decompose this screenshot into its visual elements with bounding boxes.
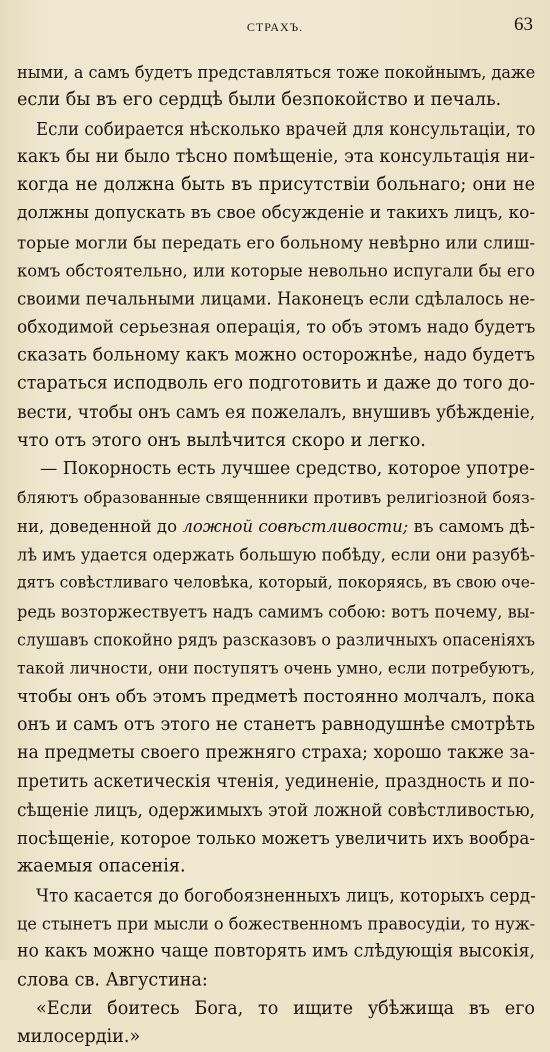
text-line: должны допускать въ свое обсужденіе и такихъ лицъ, ко- [17, 203, 536, 224]
text-line: ными, а самъ будетъ представляться тоже покойнымъ, даже [17, 62, 536, 82]
text-line: сказать больному какъ можно осторожнѣе, надо будетъ [17, 345, 535, 366]
text-line: слова св. Августина: [17, 969, 208, 991]
quote-line: милосердіи.» [17, 1026, 141, 1048]
text-line: когда не должна быть въ присутствіи больнаго; они не [17, 174, 535, 196]
text-line: слушавъ спокойно рядъ разсказовъ о различныхъ опасеніяхъ [17, 629, 535, 650]
text-line: Если собирается нѣсколько врачей для консультаціи, то [36, 118, 536, 139]
text-line: бляютъ образованные священники противъ религіозной бояз- [17, 487, 535, 508]
paragraph-1 [17, 58, 535, 115]
page-header [0, 14, 550, 38]
text-line: це стынетъ при мысли о божественномъ правосудіи, то нуж- [17, 913, 536, 934]
text-line: обходимой серьезная операція, то объ этомъ надо будетъ [17, 316, 536, 338]
text-line: редь возторжествуетъ надъ самимъ собою: вотъ почему, вы- [17, 601, 535, 622]
paragraph-2 [17, 115, 535, 456]
text-line: какъ бы ни было тѣсно помѣщеніе, эта консультація ни- [17, 146, 535, 168]
running-head: СТРАХЪ. [246, 20, 304, 34]
text-line: сѣщеніе лицъ, одержимыхъ этой ложной совѣстливостью, [17, 799, 535, 821]
text-line: чтобы онъ объ этомъ предметѣ постоянно молчалъ, пока [17, 685, 536, 707]
text-line: дятъ совѣстливаго человѣка, который, покоряясь, въ свою оче- [17, 573, 536, 592]
text-line: претить аскетическія чтенія, уединеніе, праздность и по- [17, 770, 535, 792]
quote-line: «Если боитесь Бога, то ищите убѣжища въ его [36, 997, 535, 1019]
text-line: лѣ имъ удается одержать большую побѣду, если они разубѣ- [17, 544, 536, 565]
paragraph-3 [17, 455, 535, 881]
text-line: вести, чтобы онъ самъ ея пожелалъ, внушивъ убѣжденіе, [17, 401, 536, 423]
text-line: стараться исподволь его подготовить и даже до того до- [17, 373, 535, 395]
text-line: — Покорность есть лучшее средство, которое употре- [40, 458, 535, 480]
text-line: комъ обстоятельно, или которые невольно испугали бы его [17, 260, 535, 281]
text-line: если бы въ его сердцѣ были безпокойство и печаль. [17, 89, 502, 111]
emphasis-text: ложной совѣстливости; [182, 516, 409, 537]
body-text [17, 58, 535, 1052]
text-line: Что касается до богобоязненныхъ лицъ, которыхъ серд- [36, 884, 536, 906]
text-line: своими печальными лицами. Наконецъ если сдѣлалось не- [17, 289, 536, 310]
text-line: на предметы своего прежняго страха; хорошо также за- [17, 742, 535, 764]
paragraph-4 [17, 881, 535, 1051]
text-segment: ни, доведенной до [17, 516, 178, 537]
text-segment: въ самомъ дѣ- [413, 516, 535, 537]
text-line-with-emphasis [17, 512, 535, 540]
page-number: 63 [514, 14, 533, 35]
text-line: что отъ этого онъ вылѣчится скоро и легко. [17, 430, 426, 451]
text-line: но какъ можно чаще повторять имъ слѣдующія высокія, [17, 941, 535, 962]
text-line: такой личности, они поступятъ очень умно, если потребуютъ, [17, 658, 535, 679]
text-line: жаемыя опасенія. [17, 856, 186, 877]
text-line: онъ и самъ отъ этого не станетъ равнодушнѣе смотрѣть [17, 714, 536, 735]
text-line: посѣщеніе, которое только можетъ увеличить ихъ вообра- [17, 827, 535, 849]
text-line: торые могли бы передать его больному невѣрно или слиш- [17, 232, 535, 253]
